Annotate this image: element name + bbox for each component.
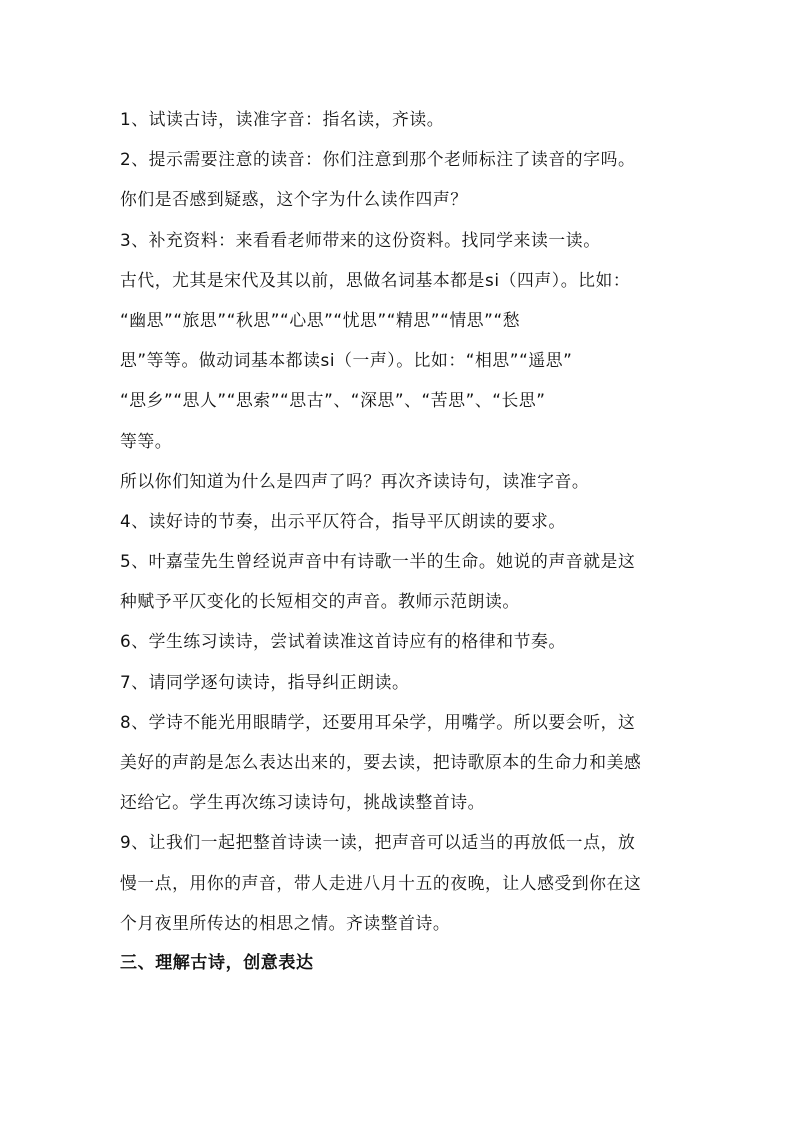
text-line-15: 7、请同学逐句读诗，指导纠正朗读。 bbox=[120, 671, 410, 692]
text-line-5: 古代，尤其是宋代及其以前，思做名词基本都是si（四声）。比如： bbox=[120, 269, 631, 290]
text-line-10: 所以你们知道为什么是四声了吗？再次齐读诗句，读准字音。 bbox=[120, 470, 590, 491]
text-line-9: 等等。 bbox=[120, 430, 173, 451]
text-line-2: 2、提示需要注意的读音：你们注意到那个老师标注了读音的字吗。 bbox=[120, 149, 636, 170]
text-line-20: 慢一点，用你的声音，带人走进八月十五的夜晚，让人感受到你在这 bbox=[120, 872, 642, 893]
text-line-13: 种赋予平仄变化的长短相交的声音。教师示范朗读。 bbox=[120, 591, 520, 612]
text-line-19: 9、让我们一起把整首诗读一读，把声音可以适当的再放低一点，放 bbox=[120, 832, 636, 853]
section-heading: 三、理解古诗，创意表达 bbox=[120, 952, 314, 973]
text-line-16: 8、学诗不能光用眼睛学，还要用耳朵学，用嘴学。所以要会听，这 bbox=[120, 711, 636, 732]
text-line-17: 美好的声韵是怎么表达出来的，要去读，把诗歌原本的生命力和美感 bbox=[120, 752, 642, 772]
text-line-6: “幽思”“旅思”“秋思”“心思”“忧思”“精思”“情思”“愁 bbox=[120, 309, 521, 330]
text-line-18: 还给它。学生再次练习读诗句，挑战读整首诗。 bbox=[120, 792, 486, 813]
text-line-1: 1、试读古诗，读准字音：指名读，齐读。 bbox=[120, 109, 445, 129]
text-line-11: 4、读好诗的节奏，出示平仄符合，指导平仄朗读的要求。 bbox=[120, 510, 566, 531]
text-line-12: 5、叶嘉莹先生曾经说声音中有诗歌一半的生命。她说的声音就是这 bbox=[120, 551, 636, 572]
document-body bbox=[120, 99, 690, 983]
text-line-14: 6、学生练习读诗，尝试着读准这首诗应有的格律和节奏。 bbox=[120, 631, 566, 652]
text-line-4: 3、补充资料：来看看老师带来的这份资料。找同学来读一读。 bbox=[120, 229, 601, 250]
text-line-8: “思乡”“思人”“思索”“思古”、“深思”、“苦思”、“长思” bbox=[120, 390, 546, 411]
text-line-7: 思”等等。做动词基本都读si（一声）。比如：“相思”“遥思” bbox=[120, 350, 573, 371]
text-line-3: 你们是否感到疑惑，这个字为什么读作四声？ bbox=[120, 189, 468, 210]
text-line-21: 个月夜里所传达的相思之情。齐读整首诗。 bbox=[120, 912, 451, 933]
